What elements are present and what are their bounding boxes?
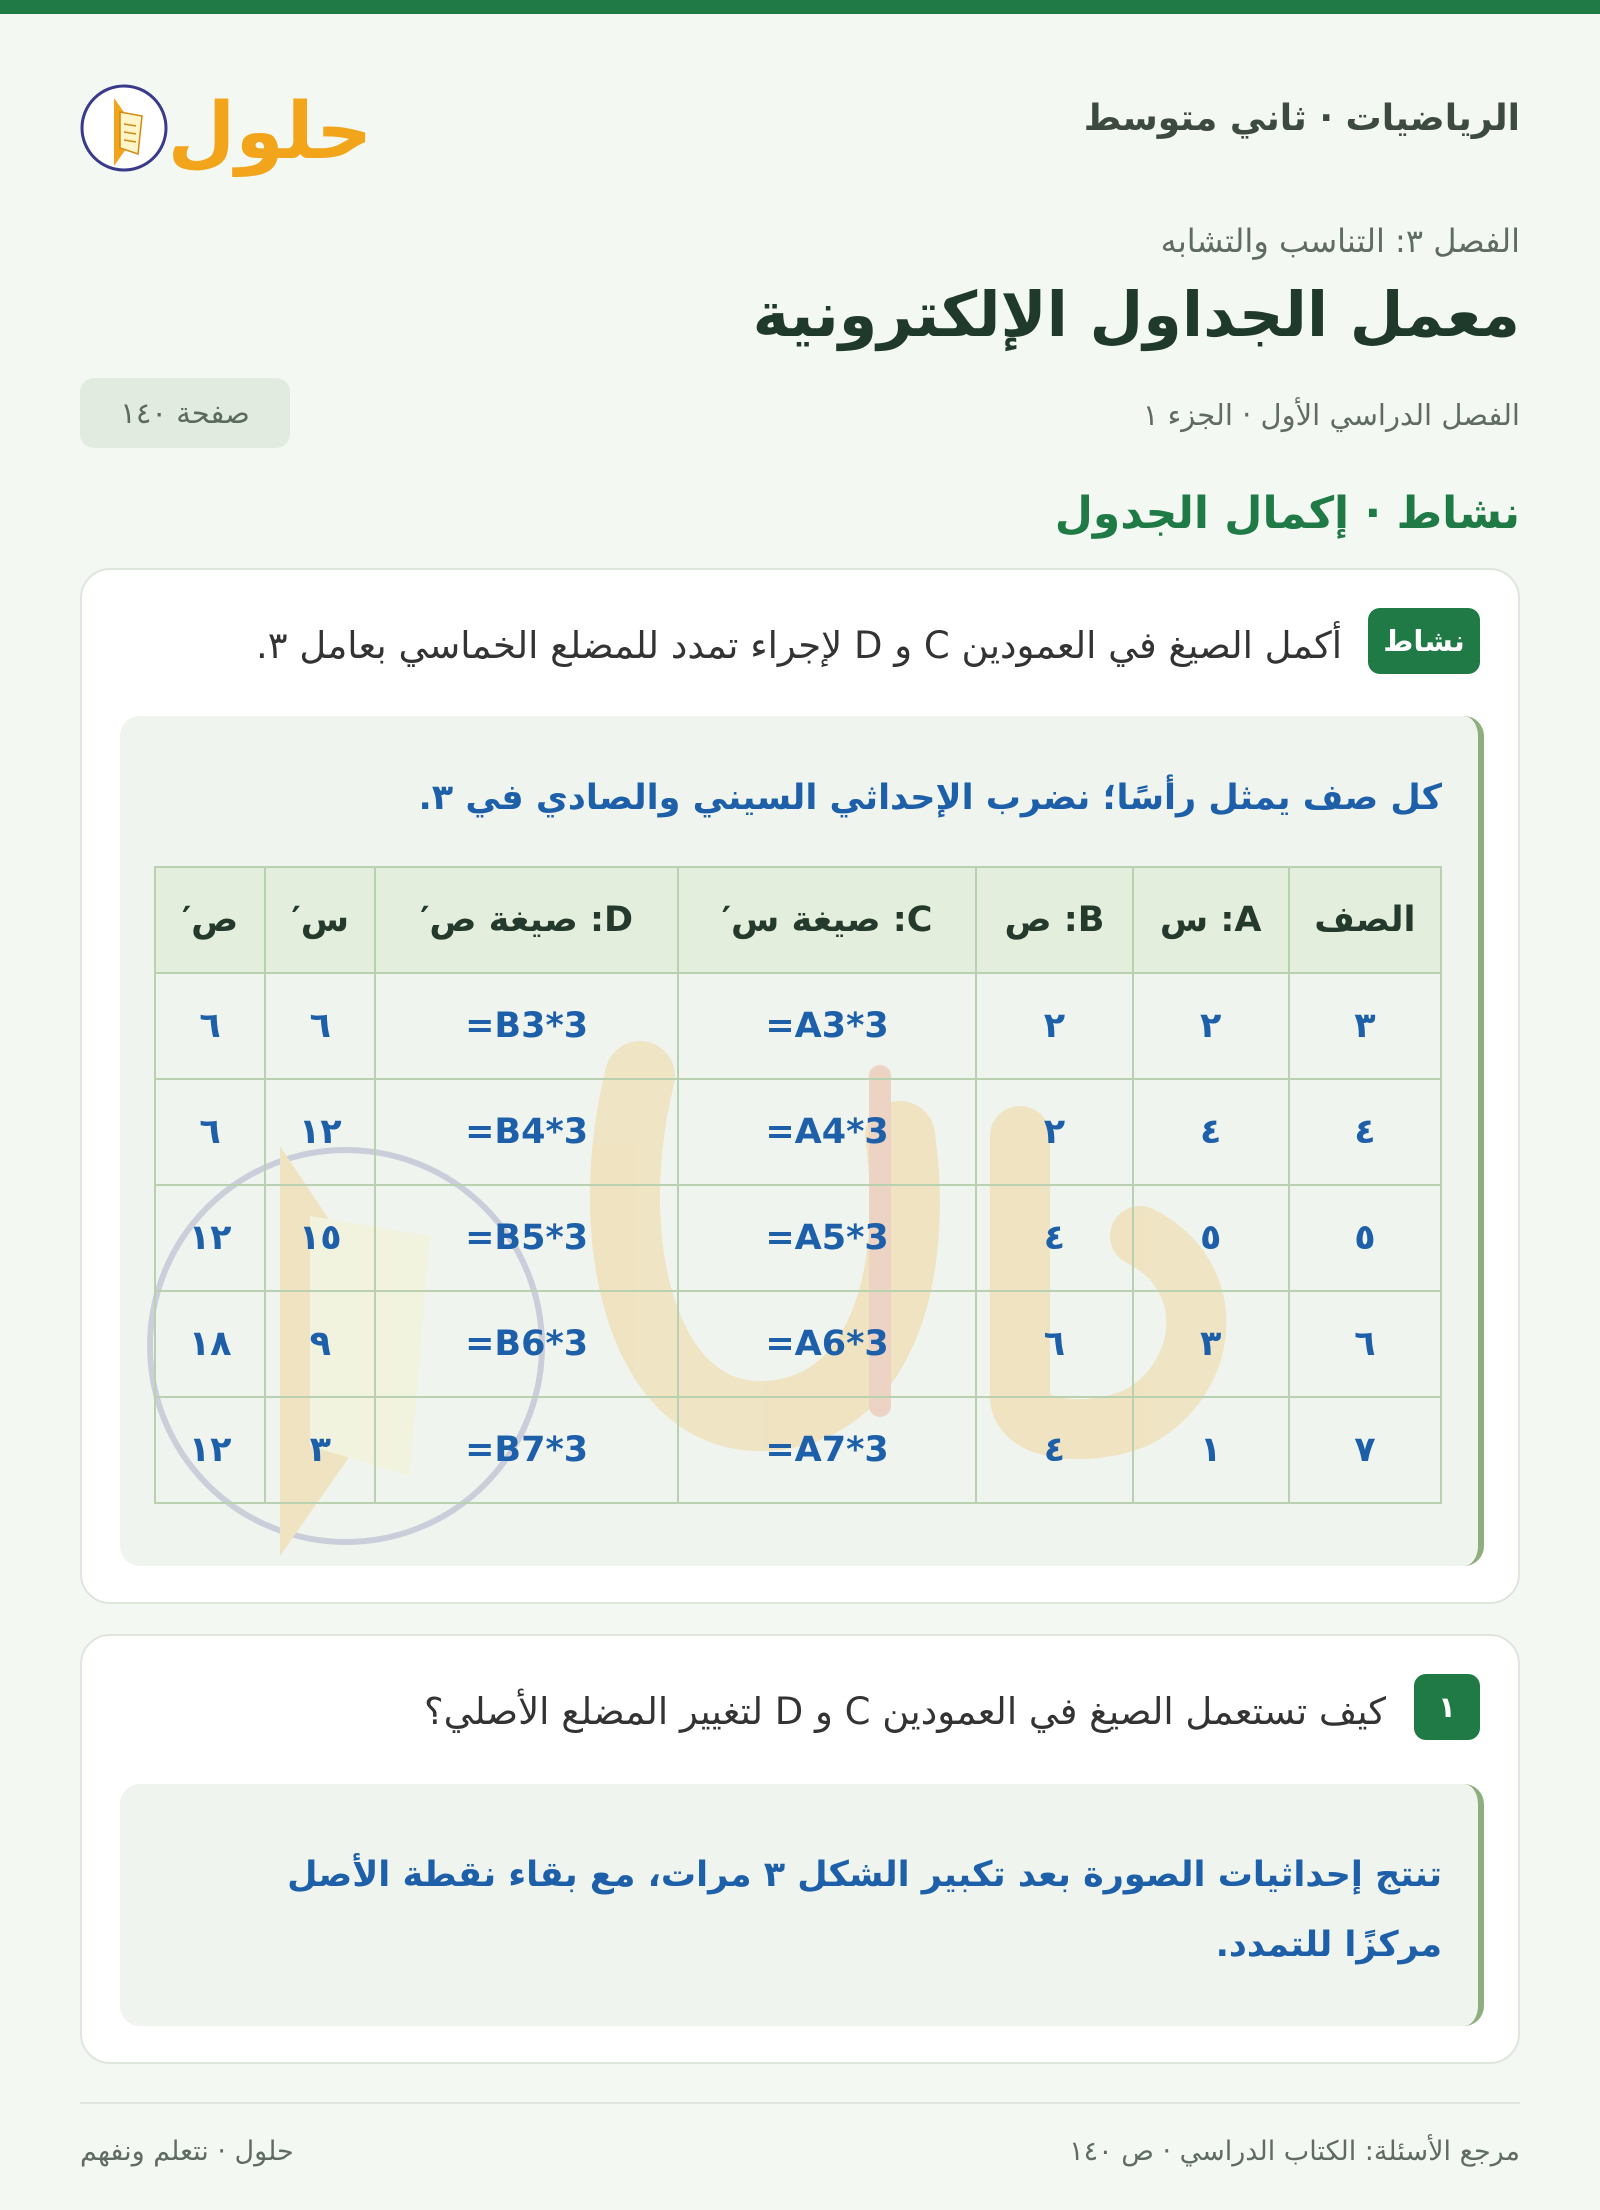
table-cell: ٧ (1289, 1397, 1441, 1503)
table-cell: ٤ (1133, 1079, 1289, 1185)
subject-label: الرياضيات · ثاني متوسط (1083, 98, 1520, 139)
table-cell: ٦ (155, 1079, 265, 1185)
col-header-row: الصف (1289, 867, 1441, 973)
term-label: الفصل الدراسي الأول · الجزء ١ (1142, 398, 1520, 432)
table-cell: ٦ (976, 1291, 1132, 1397)
col-header-a: A: س (1133, 867, 1289, 973)
table-row (155, 1291, 1441, 1397)
col-header-x-prime: س′ (265, 867, 375, 973)
table-row (155, 973, 1441, 1079)
table-header-row (155, 867, 1441, 973)
formula-cell: =B4*3 (375, 1079, 677, 1185)
footer-divider (80, 2102, 1520, 2104)
formula-cell: =B3*3 (375, 973, 677, 1079)
col-header-b: B: ص (976, 867, 1132, 973)
activity-card (80, 568, 1520, 1604)
logo-wordmark: حلول (167, 87, 373, 177)
col-header-d: D: صيغة ص′ (375, 867, 677, 973)
table-cell: ١٥ (265, 1185, 375, 1291)
table-cell: ٢ (976, 973, 1132, 1079)
answer-text: تنتج إحداثيات الصورة بعد تكبير الشكل ٣ مرات، مع بقاء نقطة الأصل مركزًا للتمدد. (287, 1855, 1442, 1965)
formula-cell: =A5*3 (678, 1185, 976, 1291)
table-cell: ٤ (976, 1185, 1132, 1291)
spreadsheet-table (154, 866, 1442, 1504)
table-cell: ١ (1133, 1397, 1289, 1503)
formula-cell: =B6*3 (375, 1291, 677, 1397)
table-cell: ٣ (1289, 973, 1441, 1079)
table-cell: ٦ (265, 973, 375, 1079)
col-header-y-prime: ص′ (155, 867, 265, 973)
formula-cell: =A6*3 (678, 1291, 976, 1397)
table-cell: ٢ (1133, 973, 1289, 1079)
table-cell: ٤ (976, 1397, 1132, 1503)
formula-cell: =A7*3 (678, 1397, 976, 1503)
table-cell: ٤ (1289, 1079, 1441, 1185)
table-row (155, 1185, 1441, 1291)
chapter-label: الفصل ٣: التناسب والتشابه (1160, 222, 1520, 260)
formula-cell: =A3*3 (678, 973, 976, 1079)
table-cell: ٦ (1289, 1291, 1441, 1397)
table-cell: ٥ (1133, 1185, 1289, 1291)
page-header (80, 60, 1520, 190)
page-title: معمل الجداول الإلكترونية (752, 278, 1520, 351)
table-cell: ٥ (1289, 1185, 1441, 1291)
formula-cell: =B7*3 (375, 1397, 677, 1503)
activity-badge: نشاط (1368, 608, 1480, 674)
table-row (155, 1397, 1441, 1503)
top-accent-bar (0, 0, 1600, 14)
question-number-badge: ١ (1414, 1674, 1480, 1740)
activity-note: كل صف يمثل رأسًا؛ نضرب الإحداثي السيني والصادي في ٣. (418, 778, 1442, 818)
col-header-c: C: صيغة س′ (678, 867, 976, 973)
table-cell: ٩ (265, 1291, 375, 1397)
table-cell: ٣ (265, 1397, 375, 1503)
formula-cell: =B5*3 (375, 1185, 677, 1291)
activity-instruction: أكمل الصيغ في العمودين C و D لإجراء تمدد للمضلع الخماسي بعامل ٣. (256, 624, 1342, 667)
question-answer-panel (120, 1784, 1484, 2026)
table-cell: ١٢ (155, 1397, 265, 1503)
table-cell: ٦ (155, 973, 265, 1079)
brand-logo (80, 60, 380, 190)
section-title: نشاط · إكمال الجدول (1054, 488, 1520, 539)
table-row (155, 1079, 1441, 1185)
formula-cell: =A4*3 (678, 1079, 976, 1185)
page-number-badge: صفحة ١٤٠ (80, 378, 290, 448)
table-cell: ٢ (976, 1079, 1132, 1185)
table-cell: ١٢ (265, 1079, 375, 1185)
question-text: كيف تستعمل الصيغ في العمودين C و D لتغيير المضلع الأصلي؟ (423, 1690, 1386, 1733)
table-cell: ١٨ (155, 1291, 265, 1397)
table-cell: ١٢ (155, 1185, 265, 1291)
activity-answer-panel (120, 716, 1484, 1566)
footer-brand: حلول · نتعلم ونفهم (80, 2136, 294, 2167)
table-cell: ٣ (1133, 1291, 1289, 1397)
question-card (80, 1634, 1520, 2064)
footer-reference: مرجع الأسئلة: الكتاب الدراسي · ص ١٤٠ (1069, 2136, 1520, 2167)
